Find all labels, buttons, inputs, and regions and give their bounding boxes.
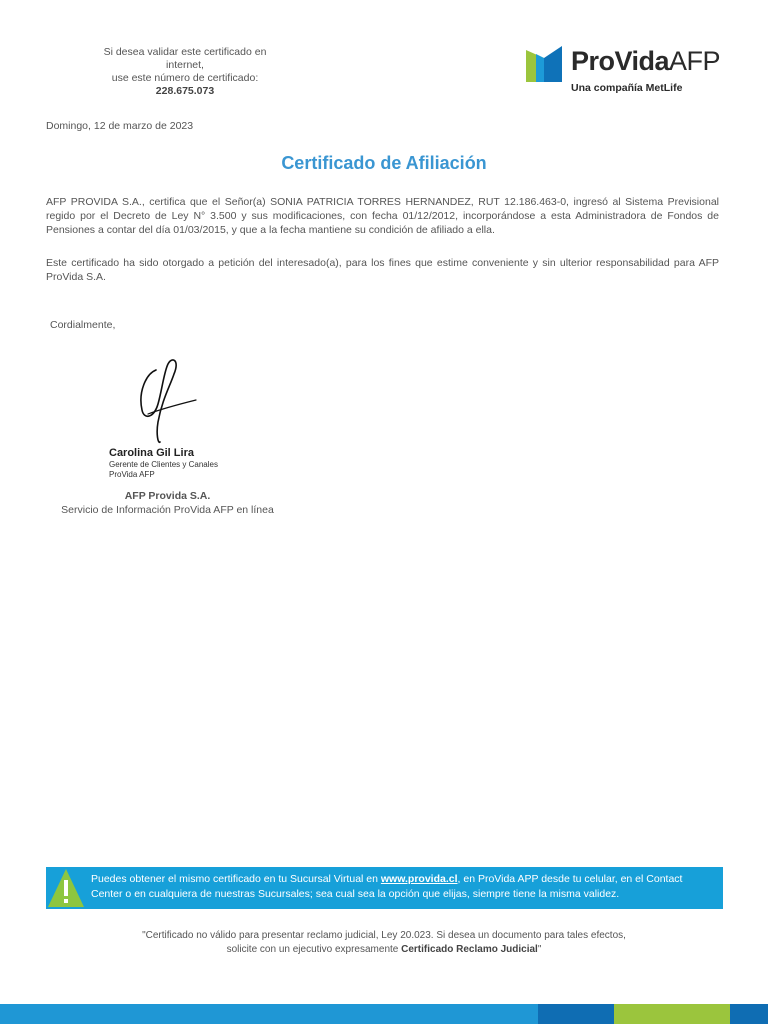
signer-name: Carolina Gil Lira (109, 447, 194, 459)
legal-footnote (0, 929, 768, 957)
certificate-number: 228.675.073 (155, 85, 215, 97)
notice-text-end: , en ProVida APP desde tu celular, en el Contact Center o en cualquiera de nuestras Sucursales; sea cual sea la opción que elijas, siempre tiene la misma validez. (91, 873, 683, 900)
signer-role-line-2: ProVida AFP (109, 470, 155, 479)
document-title: Certificado de Afiliación (281, 153, 487, 173)
logo-brand: ProVida (571, 46, 670, 76)
signer-role-line-1: Gerente de Clientes y Canales (109, 460, 218, 469)
footnote-line-2-end: " (537, 944, 542, 955)
notice-text-start: Puedes obtener el mismo certificado en tu Sucursal Virtual en (91, 873, 381, 885)
warning-icon (46, 867, 86, 909)
certificate-validation-note (40, 46, 330, 98)
certification-paragraph: AFP PROVIDA S.A., certifica que el Señor(a) SONIA PATRICIA TORRES HERNANDEZ, RUT 12.186.463-0, ingresó al Sistema Previsional regido por el Decreto de Ley N° 3.500 y sus modificaciones, con fecha 01/12/2012, incorporándose a esta Administradora de Fondos de Pensiones a contar del día 01/03/2015, y que a la fecha mantiene su condición de afiliado a ella. (46, 196, 719, 236)
provida-logo-icon (524, 44, 564, 84)
closing-salutation: Cordialmente, (50, 319, 116, 331)
logo-wordmark (571, 46, 720, 77)
footnote-highlight: Certificado Reclamo Judicial (401, 944, 538, 955)
logo-suffix: AFP (669, 46, 721, 76)
company-name: AFP Provida S.A. (124, 490, 211, 502)
disclaimer-paragraph: Este certificado ha sido otorgado a petición del interesado(a), para los fines que estime conveniente y sin ulterior responsabilidad para AFP ProVida S.A. (46, 257, 719, 283)
validation-line-3: use este número de certificado: (111, 72, 259, 84)
validation-line-1: Si desea validar este certificado en (103, 46, 267, 58)
service-description: Servicio de Información ProVida AFP en línea (61, 504, 274, 516)
logo-tagline: Una compañía MetLife (571, 82, 683, 94)
provida-website-link[interactable]: www.provida.cl (380, 873, 458, 885)
footer-color-bar (0, 1004, 768, 1024)
provida-logo (524, 44, 734, 98)
footer-bar-segment (0, 1004, 538, 1024)
handwritten-signature (128, 352, 208, 447)
notice-text (91, 872, 711, 902)
footnote-line-2-start: solicite con un ejecutivo expresamente (226, 944, 402, 955)
footer-bar-segment (614, 1004, 730, 1024)
footer-bar-segment (730, 1004, 768, 1024)
signer-role (109, 460, 218, 480)
document-date: Domingo, 12 de marzo de 2023 (46, 120, 194, 132)
validation-line-2: internet, (166, 59, 204, 71)
footer-bar-segment (538, 1004, 614, 1024)
footnote-line-1: "Certificado no válido para presentar reclamo judicial, Ley 20.023. Si desea un documento para tales efectos, (142, 930, 626, 941)
info-notice-banner (46, 867, 723, 909)
